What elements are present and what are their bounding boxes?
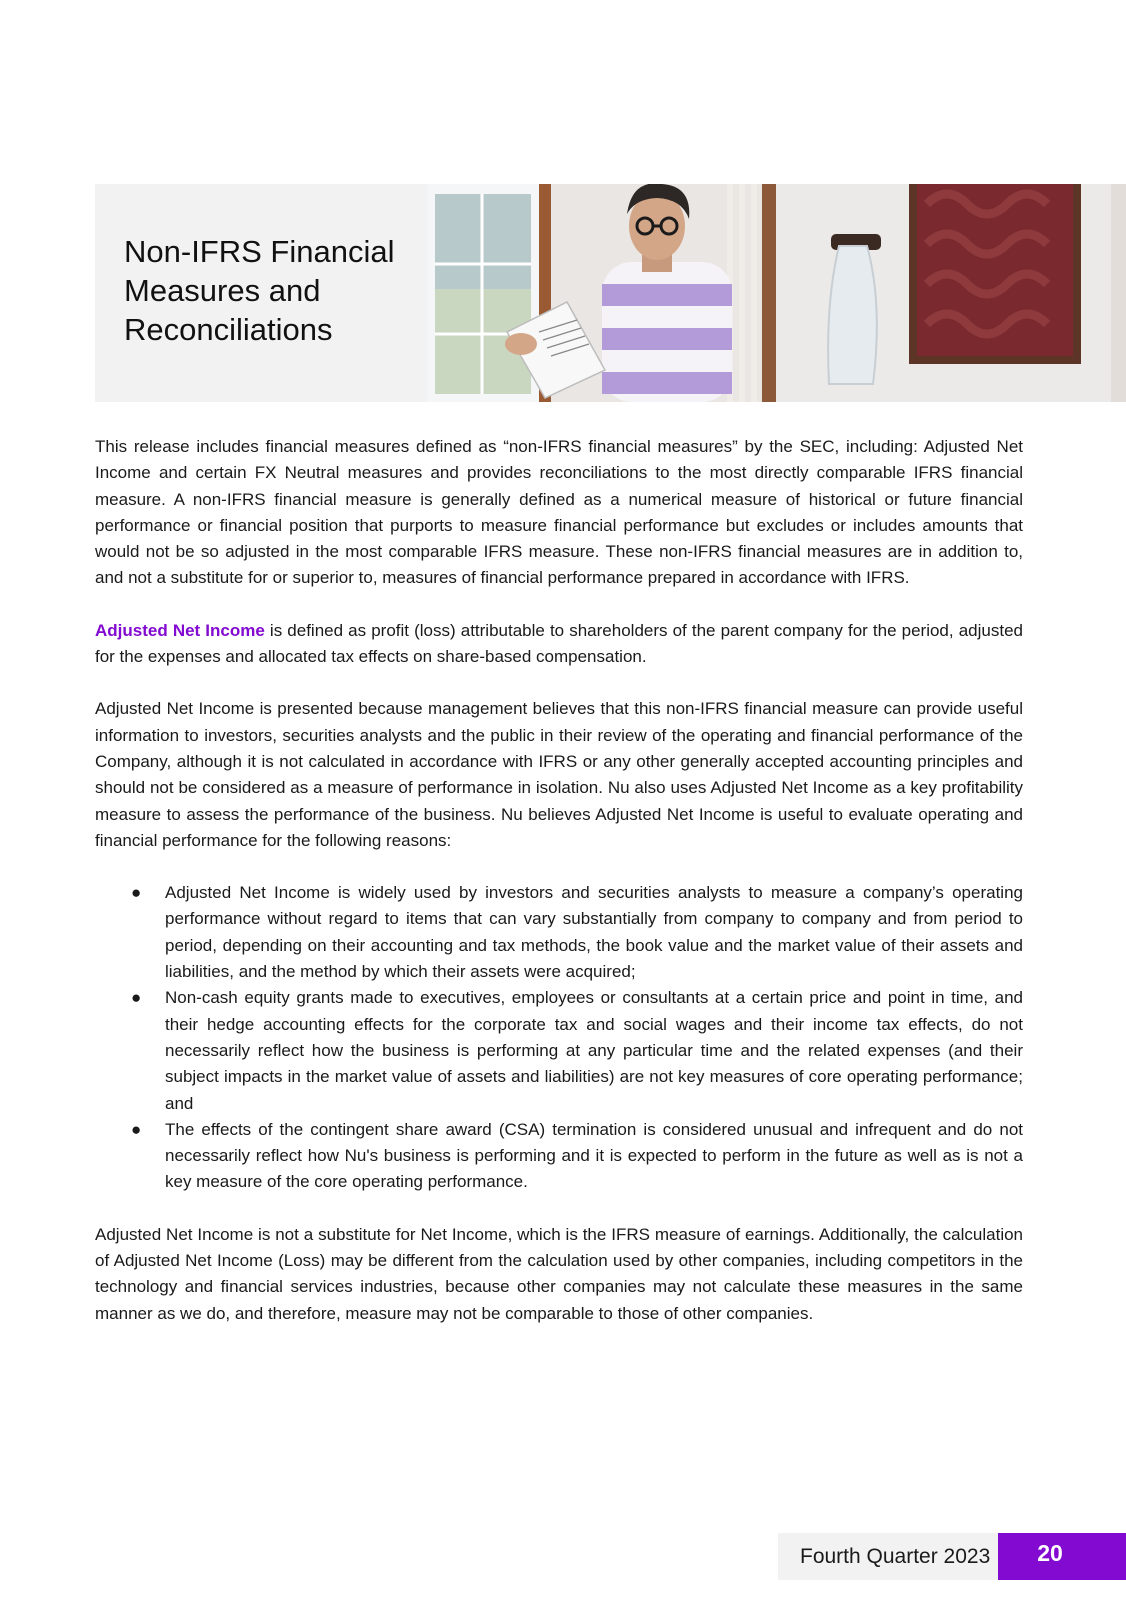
hanging-coat: [828, 246, 877, 384]
bullet-icon: ●: [131, 883, 142, 903]
list-item: [95, 880, 1023, 985]
defined-term: Adjusted Net Income: [95, 620, 265, 640]
body-content: [95, 434, 1023, 1353]
list-item-text: Adjusted Net Income is widely used by investors and securities analysts to measure a company’s operating performance without regard to items that can vary substantially from company to company and from period to period, depending on their accounting and tax methods, the book value and the market value of their assets and liabilities, and the method by which their assets were acquired;: [165, 883, 1023, 982]
bullet-icon: ●: [131, 988, 142, 1008]
definition-paragraph: [95, 618, 1023, 671]
page-number: 20: [998, 1533, 1126, 1580]
title-line-3: Reconciliations: [124, 312, 333, 347]
intro-paragraph: This release includes financial measures defined as “non-IFRS financial measures” by the SEC, including: Adjusted Net Income and certain FX Neutral measures and provides reconciliations to the most directly comparable IFRS financial measure. A non-IFRS financial measure is generally defined as a numerical measure of historical or future financial performance or financial position that purports to measure financial performance but excludes or includes amounts that would not be so adjusted in the most comparable IFRS measure. These non-IFRS financial measures are in addition to, and not a substitute for or superior to, measures of financial performance prepared in accordance with IFRS.: [95, 437, 1023, 588]
list-item: [95, 985, 1023, 1116]
title-line-1: Non-IFRS Financial: [124, 234, 395, 269]
hero-photo: [427, 184, 1126, 402]
list-item: [95, 1117, 1023, 1196]
list-item-text: Non-cash equity grants made to executives, employees or consultants at a certain price and point in time, and their hedge accounting effects for the corporate tax and social wages and their income tax effects, do not necessarily reflect how the business is performing at any particular time and the related expenses (and their subject impacts in the market value of assets and liabilities) are not key measures of core operating performance; and: [165, 988, 1023, 1113]
definition-text: is defined as profit (loss) attributable to shareholders of the parent company for the period, adjusted for the expenses and allocated tax effects on share-based compensation.: [95, 620, 1023, 667]
page-title: [124, 232, 424, 349]
rationale-paragraph: Adjusted Net Income is presented because management believes that this non-IFRS financial measure can provide useful information to investors, securities analysts and the public in their review of the operating and financial performance of the Company, although it is not calculated in accordance with IFRS or any other generally accepted accounting principles and should not be considered as a measure of performance in isolation. Nu also uses Adjusted Net Income as a key profitability measure to assess the performance of the business. Nu believes Adjusted Net Income is useful to evaluate operating and financial performance for the following reasons:: [95, 699, 1023, 850]
list-item-text: The effects of the contingent share award (CSA) termination is considered unusual and infrequent and do not necessarily reflect how Nu's business is performing and it is expected to perform in the future as well as is not a key measure of the core operating performance.: [165, 1119, 1023, 1192]
reasons-list: [95, 880, 1023, 1196]
title-line-2: Measures and: [124, 273, 321, 308]
bullet-icon: ●: [131, 1119, 142, 1139]
footer-period: Fourth Quarter 2023: [778, 1533, 998, 1580]
closing-paragraph: Adjusted Net Income is not a substitute for Net Income, which is the IFRS measure of earnings. Additionally, the calculation of Adjusted Net Income (Loss) may be different from the calculation used by other companies, including competitors in the technology and financial services industries, because other companies may not calculate these measures in the same manner as we do, and therefore, measure may not be comparable to those of other companies.: [95, 1224, 1023, 1323]
